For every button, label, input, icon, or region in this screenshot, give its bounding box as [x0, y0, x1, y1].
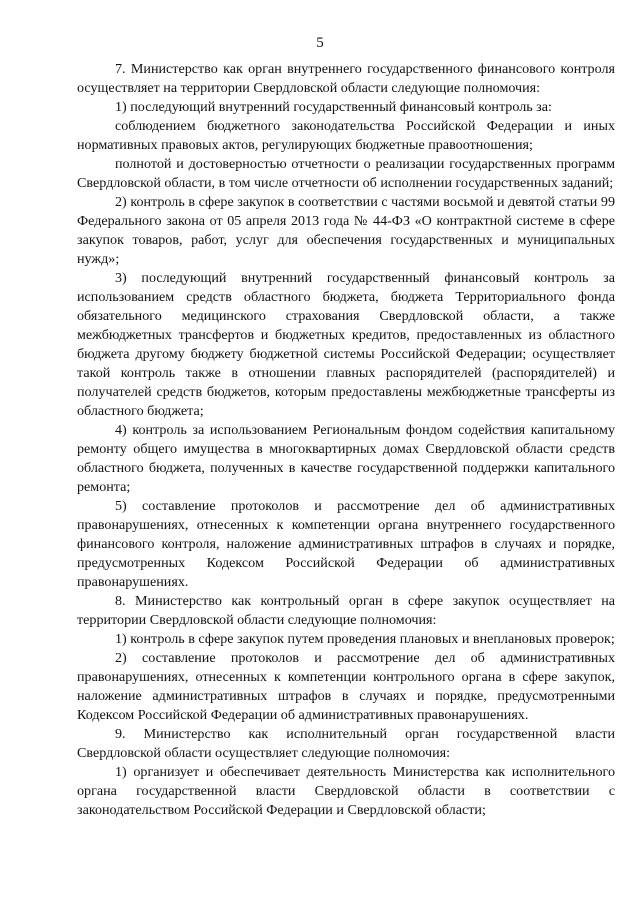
paragraph-7-item-1-sub-b: полнотой и достоверностью отчетности о реализации государственных программ Свердловской области, в том числе отчетности об исполнении государственных заданий;: [77, 156, 615, 191]
page-number: 5: [316, 35, 324, 51]
paragraph-7-heading: 7. Министерство как орган внутреннего государственного финансового контроля осуществляет на территории Свердловской области следующие полномочия:: [77, 61, 615, 96]
paragraph-8-item-2: 2) составление протоколов и рассмотрение дел об административных правонарушениях, отнесенных к компетенции контрольного органа в сфере закупок, наложение административных штрафов в случаях и порядке, предусмотренными Кодексом Российской Федерации об административных правонарушениях.: [77, 650, 615, 723]
paragraph-7-item-1: 1) последующий внутренний государственный финансовый контроль за:: [115, 99, 552, 115]
paragraph-8-item-1: 1) контроль в сфере закупок путем проведения плановых и внеплановых проверок;: [115, 631, 615, 647]
paragraph-7-item-1-sub-a: соблюдением бюджетного законодательства Российской Федерации и иных нормативных правовых актов, регулирующих бюджетные правоотношения;: [77, 118, 615, 153]
paragraph-7-item-5: 5) составление протоколов и рассмотрение дел об административных правонарушениях, отнесенных к компетенции органа внутреннего государственного финансового контроля, наложение административных штрафов в случаях и порядке, предусмотренных Кодексом Российской Федерации об административных правонарушениях.: [77, 498, 615, 590]
paragraph-9-heading: 9. Министерство как исполнительный орган государственной власти Свердловской области осуществляет следующие полномочия:: [77, 726, 615, 761]
document-body: [77, 60, 615, 820]
paragraph-7-item-3: 3) последующий внутренний государственный финансовый контроль за использованием средств областного бюджета, бюджета Территориального фонда обязательного медицинского страхования Свердловской области, а также межбюджетных трансфертов и бюджетных кредитов, предоставленных из областного бюджета другому бюджету бюджетной системы Российской Федерации; осуществляет такой контроль также в отношении главных распорядителей (распорядителей) и получателей средств бюджетов, которым предоставлены межбюджетные трансферты из областного бюджета;: [77, 270, 615, 419]
paragraph-9-item-1: 1) организует и обеспечивает деятельность Министерства как исполнительного органа государственной власти Свердловской области в соответствии с законодательством Российской Федерации и Свердловской области;: [77, 764, 615, 818]
paragraph-7-item-2: 2) контроль в сфере закупок в соответствии с частями восьмой и девятой статьи 99 Федерального закона от 05 апреля 2013 года № 44-ФЗ «О контрактной системе в сфере закупок товаров, работ, услуг для обеспечения государственных и муниципальных нужд»;: [77, 194, 615, 267]
paragraph-8-heading: 8. Министерство как контрольный орган в сфере закупок осуществляет на территории Свердловской области следующие полномочия:: [77, 593, 615, 628]
paragraph-7-item-4: 4) контроль за использованием Региональным фондом содействия капитальному ремонту общего имущества в многоквартирных домах Свердловской области средств областного бюджета, полученных в качестве государственной поддержки капитального ремонта;: [77, 422, 615, 495]
